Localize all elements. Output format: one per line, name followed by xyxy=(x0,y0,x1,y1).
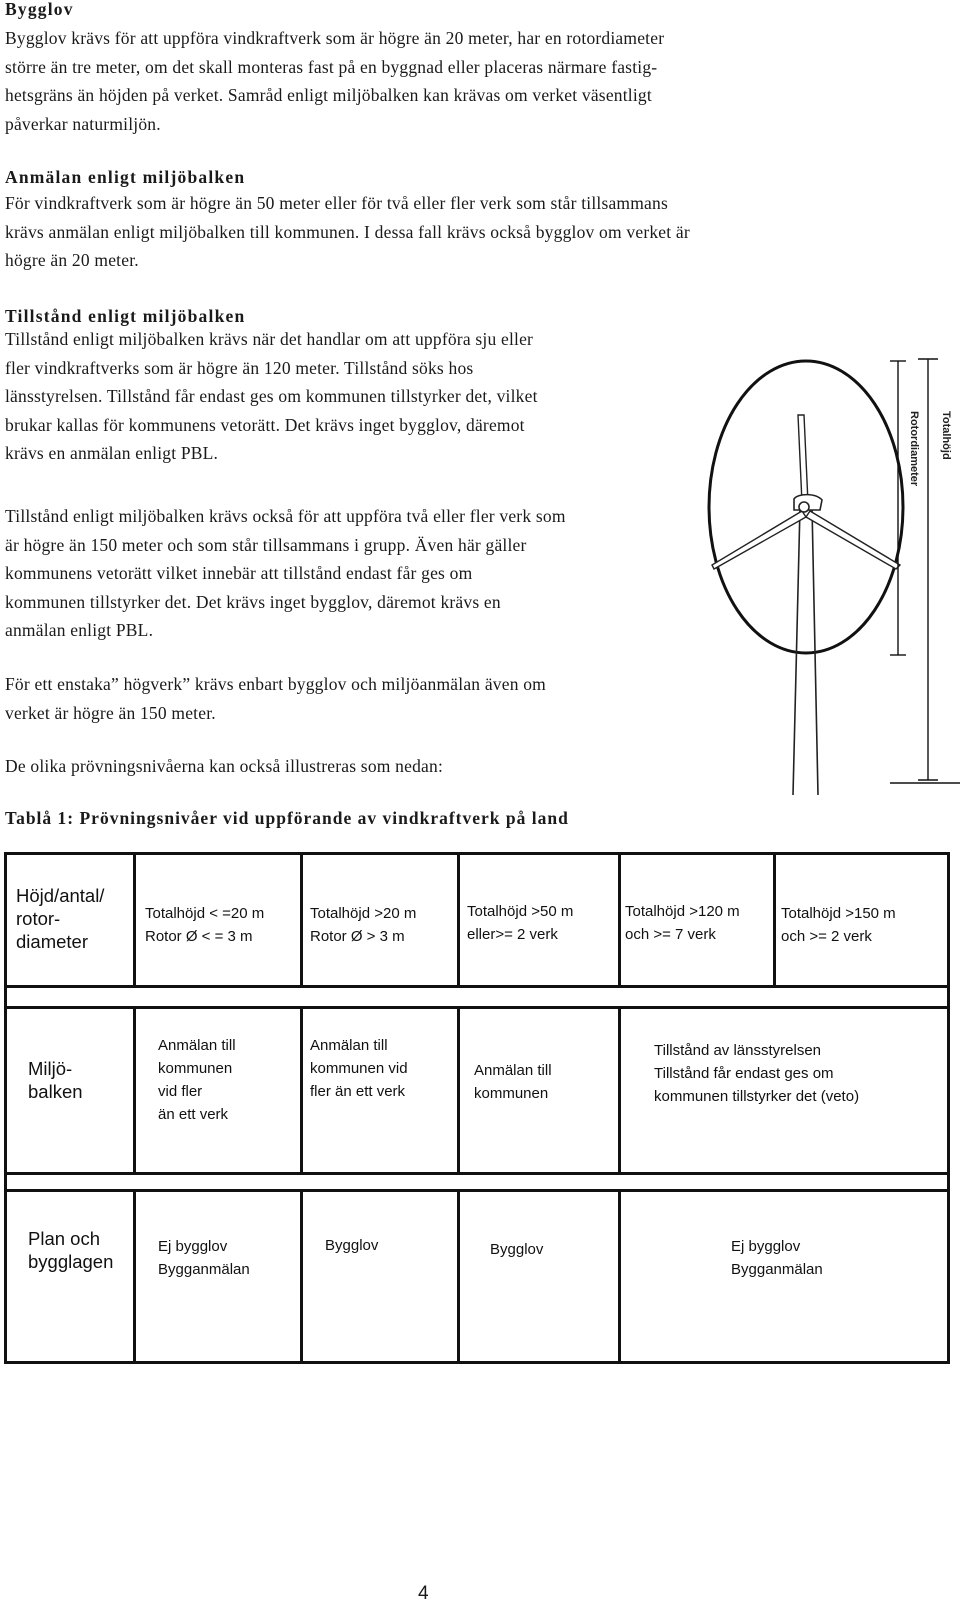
text-line: diameter xyxy=(16,931,88,952)
paragraph-anmalan xyxy=(5,189,690,275)
total-height-label: Totalhöjd xyxy=(940,411,952,460)
text-line: För ett enstaka” högverk” krävs enbart bygglov och miljöanmälan även om xyxy=(5,674,546,694)
text-line: och >= 7 verk xyxy=(625,926,716,943)
table-caption: Tablå 1: Prövningsnivåer vid uppförande av vindkraftverk på land xyxy=(5,808,569,828)
miljo-cell-col2 xyxy=(310,1034,408,1103)
text-line: vid fler xyxy=(158,1083,203,1100)
hub xyxy=(799,502,809,512)
text-line: Bygganmälan xyxy=(158,1261,250,1278)
header-cell-col5 xyxy=(781,902,896,948)
text-line: kommunen xyxy=(474,1085,549,1102)
text-line: krävs en anmälan enligt PBL. xyxy=(5,443,219,464)
text-line: Ej bygglov xyxy=(731,1238,801,1255)
miljo-cell-col4 xyxy=(654,1039,859,1108)
text-line: fler än ett verk xyxy=(310,1083,406,1100)
header-cell-col3 xyxy=(467,900,573,946)
text-line: Bygglov krävs för att uppföra vindkraftverk som är högre än 20 meter, har en rotordiameter xyxy=(5,28,665,48)
paragraph-tillstand-grupp xyxy=(5,502,566,645)
text-line: Totalhöjd >20 m xyxy=(310,905,417,922)
text-line: anmälan enligt PBL. xyxy=(5,620,154,641)
rowhead-miljobalken xyxy=(28,1057,83,1103)
heading-tillstand: Tillstånd enligt miljöbalken xyxy=(5,306,246,326)
blade-up xyxy=(798,415,808,503)
paragraph-hogverk xyxy=(5,670,546,727)
text-line: kommunen tillstyrker det. Det krävs inget bygglov, däremot krävs en xyxy=(5,591,501,612)
heading-anmalan: Anmälan enligt miljöbalken xyxy=(5,167,246,187)
page-number: 4 xyxy=(418,1583,429,1604)
text-line: kommunen vid xyxy=(310,1060,408,1077)
pbl-cell-col4 xyxy=(731,1235,823,1281)
text-line: Anmälan till xyxy=(158,1037,236,1054)
text-line: är högre än 150 meter och som står tillsammans i grupp. Även här gäller xyxy=(5,534,527,555)
text-line: De olika prövningsnivåerna kan också illustreras som nedan: xyxy=(5,756,444,776)
text-line: större än tre meter, om det skall monteras fast på en byggnad eller placeras närmare fastig- xyxy=(5,56,658,77)
rowhead-pbl xyxy=(28,1227,113,1273)
text-line: Miljö- xyxy=(28,1058,73,1079)
blade-right xyxy=(806,511,900,569)
text-line: balken xyxy=(28,1081,83,1102)
review-levels-table xyxy=(4,852,950,1364)
text-line: brukar kallas för kommunens vetorätt. Det krävs inget bygglov, däremot xyxy=(5,414,525,435)
text-line: krävs anmälan enligt miljöbalken till kommunen. I dessa fall krävs också bygglov om verket är xyxy=(5,221,690,242)
heading-bygglov: Bygglov xyxy=(5,0,74,19)
text-line: Totalhöjd < =20 m xyxy=(145,905,265,922)
text-line: Plan och xyxy=(28,1228,100,1249)
text-line: Totalhöjd >50 m xyxy=(467,903,574,920)
text-line: För vindkraftverk som är högre än 50 meter eller för två eller fler verk som står tillsammans xyxy=(5,193,668,213)
text-line: Rotor Ø > 3 m xyxy=(310,928,405,945)
text-line: Tillstånd enligt miljöbalken krävs också för att uppföra två eller fler verk som xyxy=(5,506,566,526)
text-line: än ett verk xyxy=(158,1106,229,1123)
rowhead-height xyxy=(16,884,104,953)
paragraph-bygglov xyxy=(5,24,664,138)
text-line: Tillstånd enligt miljöbalken krävs när det handlar om att uppföra sju eller xyxy=(5,329,534,349)
text-line: påverkar naturmiljön. xyxy=(5,113,161,134)
text-line: fler vindkraftverks som är högre än 120 meter. Tillstånd söks hos xyxy=(5,357,474,378)
text-line: Höjd/antal/ xyxy=(16,885,105,906)
paragraph-illustrera xyxy=(5,752,443,781)
text-line: Tillstånd av länsstyrelsen xyxy=(654,1042,822,1059)
paragraph-tillstand xyxy=(5,325,538,468)
text-line: Bygganmälan xyxy=(731,1261,823,1278)
text-line: Anmälan till xyxy=(310,1037,388,1054)
blade-left xyxy=(712,511,806,569)
text-line: kommunen tillstyrker det (veto) xyxy=(654,1088,860,1105)
text-line: och >= 2 verk xyxy=(781,928,872,945)
pbl-cell-col2 xyxy=(325,1234,378,1257)
text-line: bygglagen xyxy=(28,1251,114,1272)
text-line: Anmälan till xyxy=(474,1062,552,1079)
text-line: Tillstånd får endast ges om xyxy=(654,1065,834,1082)
text-line: verket är högre än 150 meter. xyxy=(5,702,216,723)
pbl-cell-col1 xyxy=(158,1235,250,1281)
miljo-cell-col1 xyxy=(158,1034,236,1126)
miljo-cell-col3 xyxy=(474,1059,552,1105)
pbl-cell-col3 xyxy=(490,1238,543,1261)
text-line: kommunens vetorätt vilket innebär att tillstånd endast får ges om xyxy=(5,563,473,584)
text-line: Ej bygglov xyxy=(158,1238,228,1255)
text-line: Totalhöjd >120 m xyxy=(625,903,740,920)
header-cell-col2 xyxy=(310,902,416,948)
text-line: Rotor Ø < = 3 m xyxy=(145,928,253,945)
text-line: Totalhöjd >150 m xyxy=(781,905,896,922)
text-line: kommunen xyxy=(158,1060,233,1077)
text-line: länsstyrelsen. Tillstånd får endast ges om kommunen tillstyrker det, vilket xyxy=(5,386,538,407)
header-cell-col1 xyxy=(145,902,264,948)
text-line: Bygglov xyxy=(325,1237,379,1254)
text-line: Bygglov xyxy=(490,1241,544,1258)
text-line: rotor- xyxy=(16,908,61,929)
header-cell-col4 xyxy=(625,900,740,946)
rotor-diameter-label: Rotordiameter xyxy=(908,411,920,487)
text-line: eller>= 2 verk xyxy=(467,926,558,943)
wind-turbine-figure xyxy=(690,355,960,810)
text-line: hetsgräns än höjden på verket. Samråd enligt miljöbalken kan krävas om verket väsentligt xyxy=(5,85,652,106)
text-line: högre än 20 meter. xyxy=(5,250,139,271)
